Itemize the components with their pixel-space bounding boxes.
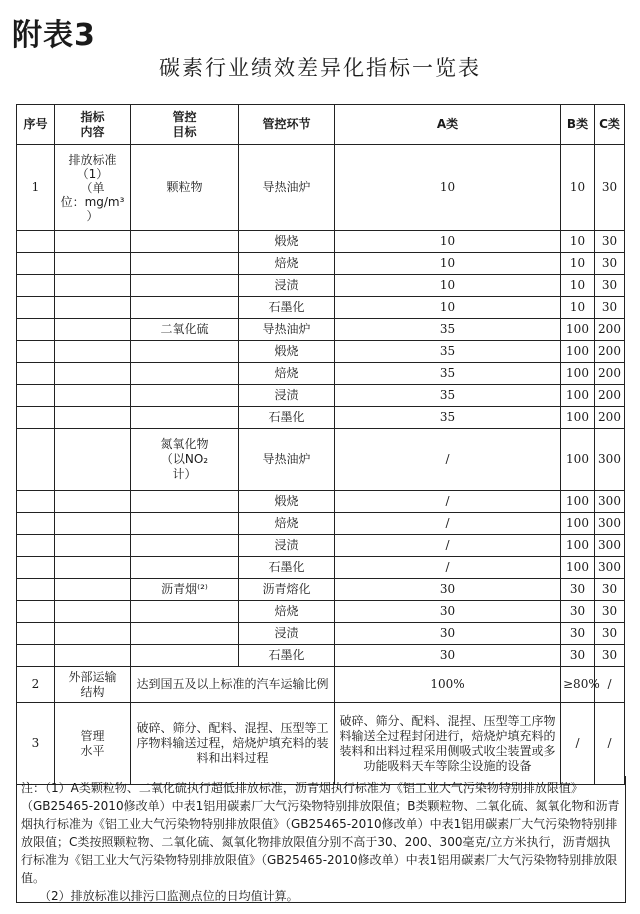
table-row [17, 253, 625, 275]
a-value: 30 [335, 623, 561, 645]
table-row [17, 385, 625, 407]
table-row [17, 513, 625, 535]
a-value: 10 [335, 145, 561, 231]
b-value: 100 [561, 491, 595, 513]
c-value: 200 [595, 363, 625, 385]
a-value: 35 [335, 341, 561, 363]
a-value: / [335, 535, 561, 557]
stage-cell: 石墨化 [239, 557, 335, 579]
empty-cell [55, 231, 131, 253]
empty-cell [55, 557, 131, 579]
a-value: 10 [335, 275, 561, 297]
table-row [17, 645, 625, 667]
empty-cell [131, 275, 239, 297]
a-value: 10 [335, 253, 561, 275]
table-row [17, 363, 625, 385]
c-value: 30 [595, 579, 625, 601]
header-stage: 管控环节 [239, 105, 335, 145]
b-value: 30 [561, 623, 595, 645]
stage-cell: 浸渍 [239, 623, 335, 645]
empty-cell [17, 429, 55, 491]
empty-cell [131, 341, 239, 363]
b-value: 100 [561, 341, 595, 363]
header-target: 管控 目标 [131, 105, 239, 145]
empty-cell [131, 363, 239, 385]
empty-cell [17, 645, 55, 667]
table-row [17, 557, 625, 579]
empty-cell [17, 275, 55, 297]
empty-cell [55, 407, 131, 429]
stage-cell: 浸渍 [239, 385, 335, 407]
empty-cell [55, 297, 131, 319]
empty-cell [17, 231, 55, 253]
stage-cell: 导热油炉 [239, 429, 335, 491]
a-value: / [335, 513, 561, 535]
c-value: 300 [595, 491, 625, 513]
a-value: / [335, 429, 561, 491]
b-value: 10 [561, 145, 595, 231]
table-row [17, 429, 625, 491]
empty-cell [17, 535, 55, 557]
empty-cell [17, 385, 55, 407]
empty-cell [131, 253, 239, 275]
target-nox: 氮氧化物 （以NO₂ 计） [131, 429, 239, 491]
empty-cell [17, 557, 55, 579]
b-value: 10 [561, 253, 595, 275]
a-value: 30 [335, 645, 561, 667]
table-row [17, 703, 625, 785]
row3-b: / [561, 703, 595, 785]
empty-cell [55, 275, 131, 297]
c-value: 200 [595, 319, 625, 341]
b-value: 100 [561, 319, 595, 341]
empty-cell [17, 297, 55, 319]
a-value: 10 [335, 231, 561, 253]
a-value: 35 [335, 407, 561, 429]
empty-cell [17, 491, 55, 513]
row2-no: 2 [17, 667, 55, 703]
row3-target: 破碎、筛分、配料、混捏、压型等工序物料输送过程，焙烧炉填充料的装料和出料过程 [131, 703, 335, 785]
c-value: 300 [595, 513, 625, 535]
empty-cell [55, 363, 131, 385]
stage-cell: 石墨化 [239, 407, 335, 429]
table-row [17, 145, 625, 231]
b-value: 30 [561, 579, 595, 601]
stage-cell: 煅烧 [239, 341, 335, 363]
row3-indicator: 管理 水平 [55, 703, 131, 785]
table-row [17, 297, 625, 319]
a-value: 30 [335, 579, 561, 601]
c-value: 30 [595, 231, 625, 253]
empty-cell [131, 645, 239, 667]
page-title: 碳素行业绩效差异化指标一览表 [159, 56, 481, 80]
target-pm: 颗粒物 [131, 145, 239, 231]
stage-cell: 沥青熔化 [239, 579, 335, 601]
empty-cell [17, 319, 55, 341]
stage-cell: 焙烧 [239, 513, 335, 535]
empty-cell [131, 491, 239, 513]
empty-cell [17, 341, 55, 363]
c-value: 30 [595, 623, 625, 645]
stage-cell: 焙烧 [239, 253, 335, 275]
target-asphalt: 沥青烟⁽²⁾ [131, 579, 239, 601]
b-value: 100 [561, 407, 595, 429]
stage-cell: 焙烧 [239, 601, 335, 623]
footnote-1: 注：（1）A类颗粒物、二氧化硫执行超低排放标准，沥青烟执行标准为《铝工业大气污染物特别排放限值》（GB25465-2010修改单）中表1铝用碳素厂大气污染物特别排放限值；B类颗粒物、二氧化硫、氮氧化物和沥青烟执行标准为《铝工业大气污染物特别排放限值》（GB25465-2010修改单）中表1铝用碳素厂大气污染物特别排放限值；C类按照颗粒物、二氧化硫、氮氧化物排放限值分别不高于30、200、300毫克/立方米执行，沥青烟执行标准为《铝工业大气污染物特别排放限值》（GB25465-2010修改单）中表1铝用碳素厂大气污染物特别排放限值。 [21, 781, 620, 885]
table-row [17, 535, 625, 557]
appendix-label: 附表3 [12, 18, 96, 53]
a-value: 35 [335, 385, 561, 407]
header-a: A类 [335, 105, 561, 145]
b-value: 100 [561, 535, 595, 557]
table-row [17, 275, 625, 297]
c-value: 200 [595, 385, 625, 407]
empty-cell [131, 557, 239, 579]
empty-cell [55, 579, 131, 601]
empty-cell [131, 231, 239, 253]
empty-cell [17, 407, 55, 429]
empty-cell [131, 623, 239, 645]
b-value: 100 [561, 429, 595, 491]
target-so2: 二氧化硫 [131, 319, 239, 341]
empty-cell [55, 491, 131, 513]
row2-c: / [595, 667, 625, 703]
table-row [17, 407, 625, 429]
c-value: 30 [595, 645, 625, 667]
stage-cell: 煅烧 [239, 491, 335, 513]
empty-cell [131, 385, 239, 407]
c-value: 300 [595, 429, 625, 491]
indicator-table [16, 104, 625, 785]
b-value: 100 [561, 363, 595, 385]
c-value: 30 [595, 145, 625, 231]
empty-cell [55, 429, 131, 491]
table-row [17, 491, 625, 513]
row3-no: 3 [17, 703, 55, 785]
empty-cell [131, 601, 239, 623]
footnote-2: （2）排放标准以排污口监测点位的日均值计算。 [39, 889, 299, 903]
empty-cell [55, 601, 131, 623]
a-value: 10 [335, 297, 561, 319]
table-row [17, 579, 625, 601]
b-value: 100 [561, 385, 595, 407]
empty-cell [55, 319, 131, 341]
row2-indicator: 外部运输 结构 [55, 667, 131, 703]
empty-cell [55, 535, 131, 557]
c-value: 200 [595, 341, 625, 363]
empty-cell [55, 253, 131, 275]
row3-c: / [595, 703, 625, 785]
header-row [17, 105, 625, 145]
stage-cell: 浸渍 [239, 275, 335, 297]
table-row [17, 601, 625, 623]
c-value: 30 [595, 297, 625, 319]
empty-cell [131, 297, 239, 319]
row2-b: ≥80% [561, 667, 595, 703]
a-value: / [335, 491, 561, 513]
empty-cell [17, 623, 55, 645]
empty-cell [55, 623, 131, 645]
table-row [17, 341, 625, 363]
c-value: 30 [595, 601, 625, 623]
b-value: 100 [561, 557, 595, 579]
empty-cell [55, 513, 131, 535]
c-value: 300 [595, 557, 625, 579]
header-b: B类 [561, 105, 595, 145]
b-value: 30 [561, 601, 595, 623]
row2-a: 100% [335, 667, 561, 703]
c-value: 300 [595, 535, 625, 557]
row3-a: 破碎、筛分、配料、混捏、压型等工序物料输送全过程封闭进行，焙烧炉填充料的装料和出料过程采用侧吸式收尘装置或多功能吸料天车等除尘设施的设备 [335, 703, 561, 785]
empty-cell [17, 253, 55, 275]
header-indicator: 指标 内容 [55, 105, 131, 145]
empty-cell [17, 579, 55, 601]
empty-cell [17, 601, 55, 623]
row2-target: 达到国五及以上标准的汽车运输比例 [131, 667, 335, 703]
empty-cell [55, 385, 131, 407]
a-value: 35 [335, 319, 561, 341]
empty-cell [131, 513, 239, 535]
a-value: 35 [335, 363, 561, 385]
empty-cell [131, 407, 239, 429]
empty-cell [17, 513, 55, 535]
stage-cell: 焙烧 [239, 363, 335, 385]
a-value: / [335, 557, 561, 579]
empty-cell [17, 363, 55, 385]
empty-cell [131, 535, 239, 557]
stage-cell: 石墨化 [239, 645, 335, 667]
c-value: 200 [595, 407, 625, 429]
row1-indicator: 排放标准 （1） （单 位：mg/m³ ） [55, 145, 131, 231]
b-value: 30 [561, 645, 595, 667]
stage-cell: 浸渍 [239, 535, 335, 557]
a-value: 30 [335, 601, 561, 623]
table-row [17, 623, 625, 645]
row1-no: 1 [17, 145, 55, 231]
table-row [17, 667, 625, 703]
header-c: C类 [595, 105, 625, 145]
stage-cell: 煅烧 [239, 231, 335, 253]
empty-cell [55, 645, 131, 667]
b-value: 10 [561, 297, 595, 319]
c-value: 30 [595, 275, 625, 297]
b-value: 100 [561, 513, 595, 535]
header-no: 序号 [17, 105, 55, 145]
table-row [17, 319, 625, 341]
stage-cell: 石墨化 [239, 297, 335, 319]
b-value: 10 [561, 231, 595, 253]
b-value: 10 [561, 275, 595, 297]
stage-cell: 导热油炉 [239, 319, 335, 341]
stage-cell: 导热油炉 [239, 145, 335, 231]
footnotes [16, 776, 626, 903]
empty-cell [55, 341, 131, 363]
table-row [17, 231, 625, 253]
c-value: 30 [595, 253, 625, 275]
